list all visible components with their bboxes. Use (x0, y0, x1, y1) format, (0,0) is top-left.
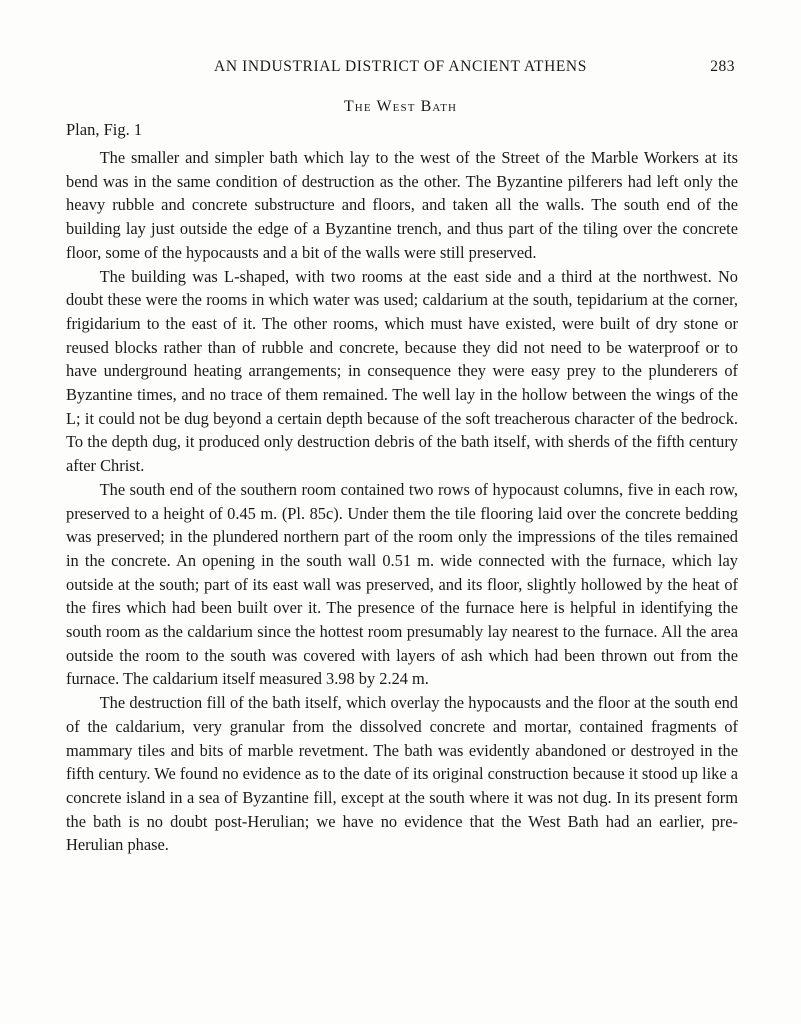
paragraph: The south end of the southern room contained two rows of hypocaust columns, five in each row, preserved to a height of 0.45 m. (Pl. 85c). Under them the tile flooring laid over the concrete bedding was preserved; in the plundered northern part of the room only the impressions of the tiles remained in the concrete. An opening in the south wall 0.51 m. wide connected with the furnace, which lay outside at the south; part of its east wall was preserved, and its floor, slightly hollowed by the heat of the fires which had been built over it. The presence of the furnace here is helpful in identifying the south room as the caldarium since the hottest room presumably lay nearest to the furnace. All the area outside the room to the south was covered with layers of ash which had been thrown out from the furnace. The caldarium itself measured 3.98 by 2.24 m. (66, 479, 738, 689)
page-number: 283 (710, 58, 735, 75)
paragraph: The smaller and simpler bath which lay to the west of the Street of the Marble Workers at its bend was in the same condition of destruction as the other. The Byzantine pilferers had left only the heavy rubble and concrete substructure and floors, and taken all the walls. The south end of the building lay just outside the edge of a Byzantine trench, and thus part of the tiling over the concrete floor, some of the hypocausts and a bit of the walls were still preserved. (66, 148, 738, 262)
running-head (66, 58, 735, 78)
paragraph: The building was L-shaped, with two rooms at the east side and a third at the northwest. No doubt these were the rooms in which water was used; caldarium at the south, tepidarium at the corner, frigidarium to the east of it. The other rooms, which must have existed, were built of dry stone or reused blocks rather than of rubble and concrete, because they did not need to be waterproof or to have underground heating arrangements; in consequence they were easy prey to the plunderers of Byzantine times, and no trace of them remained. The well lay in the hollow between the wings of the L; it could not be dug beyond a certain depth because of the soft treacherous character of the bedrock. To the depth dug, it produced only destruction debris of the bath itself, with sherds of the fifth century after Christ. (66, 266, 738, 476)
body-text (66, 146, 738, 857)
paragraph: The destruction fill of the bath itself, which overlay the hypocausts and the floor at the south end of the caldarium, very granular from the dissolved concrete and mortar, contained fragments of mammary tiles and bits of marble revetment. The bath was evidently abandoned or destroyed in the fifth century. We found no evidence as to the date of its original construction because it stood up like a concrete island in a sea of Byzantine fill, except at the south where it was not dug. In its present form the bath is no doubt post-Herulian; we have no evidence that the West Bath had an earlier, pre-Herulian phase. (66, 693, 738, 855)
figure-reference: Plan, Fig. 1 (66, 120, 143, 139)
running-head-title: AN INDUSTRIAL DISTRICT OF ANCIENT ATHENS (214, 58, 587, 75)
section-title: The West Bath (343, 98, 458, 115)
